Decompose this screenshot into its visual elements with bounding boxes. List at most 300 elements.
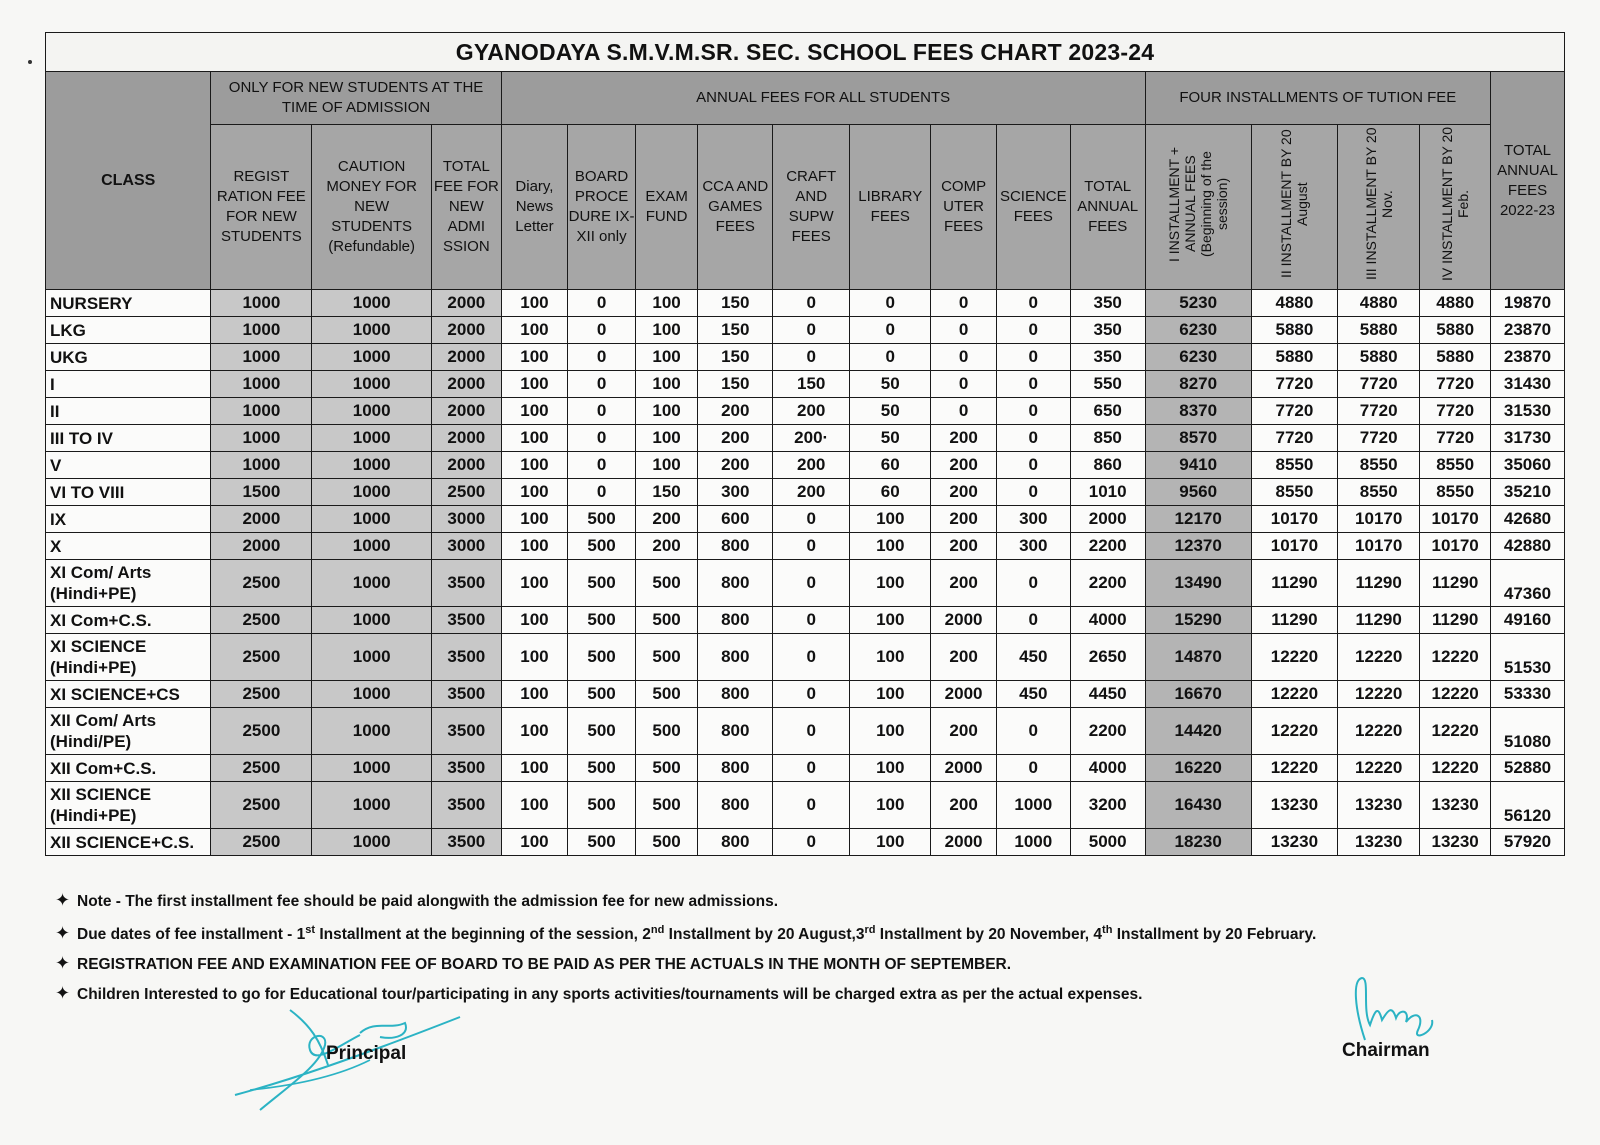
fee-cell: 200 bbox=[931, 782, 997, 829]
fee-cell: 100 bbox=[635, 425, 697, 452]
fee-cell: 0 bbox=[996, 560, 1070, 607]
table-row bbox=[46, 755, 1565, 782]
fee-cell: 3200 bbox=[1070, 782, 1145, 829]
fee-cell: 12220 bbox=[1420, 755, 1491, 782]
class-cell: XI Com+C.S. bbox=[46, 607, 211, 634]
fee-cell: 350 bbox=[1070, 344, 1145, 371]
fee-cell: 500 bbox=[568, 506, 636, 533]
fee-cell: 100 bbox=[850, 681, 931, 708]
fee-cell: 200 bbox=[773, 398, 850, 425]
fee-cell: 300 bbox=[698, 479, 773, 506]
fee-cell: 5880 bbox=[1420, 317, 1491, 344]
fee-cell: 12220 bbox=[1338, 681, 1420, 708]
fee-cell: 2000 bbox=[431, 317, 501, 344]
fee-cell: 800 bbox=[698, 560, 773, 607]
fee-cell: 1000 bbox=[312, 344, 432, 371]
fee-cell: 1000 bbox=[996, 829, 1070, 856]
fee-cell: 3500 bbox=[431, 634, 501, 681]
fee-cell: 800 bbox=[698, 782, 773, 829]
fee-cell: 0 bbox=[996, 371, 1070, 398]
fee-cell: 100 bbox=[501, 344, 568, 371]
class-cell: XI Com/ Arts (Hindi+PE) bbox=[46, 560, 211, 607]
fees-chart bbox=[45, 32, 1565, 856]
fee-cell: 0 bbox=[931, 371, 997, 398]
fee-cell: 100 bbox=[850, 755, 931, 782]
fee-cell: 5880 bbox=[1338, 317, 1420, 344]
fee-cell: 12220 bbox=[1251, 708, 1337, 755]
table-row bbox=[46, 607, 1565, 634]
class-cell: X bbox=[46, 533, 211, 560]
fee-cell: 100 bbox=[850, 829, 931, 856]
fee-cell: 2000 bbox=[931, 829, 997, 856]
fee-cell: 500 bbox=[568, 755, 636, 782]
fee-cell: 31730 bbox=[1491, 425, 1565, 452]
fee-cell: 100 bbox=[501, 681, 568, 708]
fee-cell: 0 bbox=[931, 290, 997, 317]
fee-cell: 3000 bbox=[431, 533, 501, 560]
class-cell: XII SCIENCE (Hindi+PE) bbox=[46, 782, 211, 829]
fee-cell: 13230 bbox=[1338, 782, 1420, 829]
fee-cell: 0 bbox=[773, 634, 850, 681]
fee-cell: 800 bbox=[698, 829, 773, 856]
column-header bbox=[1420, 125, 1491, 290]
star-bullet-icon: ✦ bbox=[55, 983, 71, 1004]
table-row bbox=[46, 344, 1565, 371]
fee-cell: 100 bbox=[501, 708, 568, 755]
fee-cell: 800 bbox=[698, 607, 773, 634]
table-row bbox=[46, 634, 1565, 681]
class-cell: V bbox=[46, 452, 211, 479]
installments-group-header: FOUR INSTALLMENTS OF TUTION FEE bbox=[1145, 72, 1490, 125]
fee-cell: 23870 bbox=[1491, 344, 1565, 371]
fee-cell: 500 bbox=[635, 681, 697, 708]
fee-cell: 42680 bbox=[1491, 506, 1565, 533]
column-header: LIBRARY FEES bbox=[850, 125, 931, 290]
fee-cell: 100 bbox=[501, 782, 568, 829]
fee-cell: 7720 bbox=[1251, 425, 1337, 452]
fee-cell: 1000 bbox=[312, 681, 432, 708]
fee-cell: 100 bbox=[501, 452, 568, 479]
fee-cell: 19870 bbox=[1491, 290, 1565, 317]
fee-cell: 3500 bbox=[431, 755, 501, 782]
fee-cell: 12220 bbox=[1420, 708, 1491, 755]
class-cell: XII Com/ Arts (Hindi/PE) bbox=[46, 708, 211, 755]
new-students-group-header: ONLY FOR NEW STUDENTS AT THE TIME OF ADMISSION bbox=[211, 72, 501, 125]
fee-cell: 0 bbox=[568, 371, 636, 398]
fee-cell: 13230 bbox=[1420, 829, 1491, 856]
column-header-text: II INSTALLMENT BY 20 August bbox=[1278, 129, 1311, 279]
fee-cell: 100 bbox=[501, 829, 568, 856]
fee-cell: 0 bbox=[996, 317, 1070, 344]
fee-cell: 11290 bbox=[1420, 560, 1491, 607]
fee-cell: 1000 bbox=[312, 290, 432, 317]
fee-cell: 12220 bbox=[1338, 634, 1420, 681]
fee-cell: 11290 bbox=[1251, 560, 1337, 607]
fee-cell: 14870 bbox=[1145, 634, 1251, 681]
fee-cell: 12220 bbox=[1251, 681, 1337, 708]
table-row bbox=[46, 452, 1565, 479]
fee-cell: 800 bbox=[698, 681, 773, 708]
annual-fees-group-header: ANNUAL FEES FOR ALL STUDENTS bbox=[501, 72, 1145, 125]
fee-cell: 100 bbox=[850, 634, 931, 681]
note-text: REGISTRATION FEE AND EXAMINATION FEE OF BOARD TO BE PAID AS PER THE ACTUALS IN THE MONTH OF SEPTEMBER. bbox=[77, 956, 1012, 974]
fee-cell: 0 bbox=[773, 560, 850, 607]
note-text: Children Interested to go for Educational tour/participating in any sports activities/tournaments will be charged extra as per the actual expenses. bbox=[77, 986, 1143, 1004]
column-header: COMP UTER FEES bbox=[931, 125, 997, 290]
fee-rows bbox=[46, 290, 1565, 856]
table-row bbox=[46, 425, 1565, 452]
fee-cell: 11290 bbox=[1251, 607, 1337, 634]
fee-cell: 12220 bbox=[1251, 634, 1337, 681]
fee-cell: 800 bbox=[698, 634, 773, 681]
fee-cell: 500 bbox=[635, 634, 697, 681]
fee-cell: 0 bbox=[568, 398, 636, 425]
fee-cell: 100 bbox=[501, 560, 568, 607]
column-header: TOTAL FEE FOR NEW ADMI SSION bbox=[431, 125, 501, 290]
fee-cell: 1000 bbox=[312, 607, 432, 634]
fee-cell: 200 bbox=[931, 506, 997, 533]
fee-cell: 500 bbox=[568, 782, 636, 829]
fee-cell: 200 bbox=[931, 452, 997, 479]
note-text: Due dates of fee installment - 1 bbox=[77, 926, 306, 944]
class-cell: XII Com+C.S. bbox=[46, 755, 211, 782]
fee-cell: 51530 bbox=[1491, 634, 1565, 681]
fee-cell: 7720 bbox=[1338, 398, 1420, 425]
fee-cell: 1000 bbox=[312, 506, 432, 533]
fee-cell: 500 bbox=[568, 634, 636, 681]
class-cell: XI SCIENCE+CS bbox=[46, 681, 211, 708]
fee-cell: 12220 bbox=[1251, 755, 1337, 782]
fee-cell: 2000 bbox=[431, 425, 501, 452]
page-title: GYANODAYA S.M.V.M.SR. SEC. SCHOOL FEES CHART 2023-24 bbox=[46, 33, 1565, 72]
fee-cell: 650 bbox=[1070, 398, 1145, 425]
superscript: nd bbox=[650, 924, 665, 936]
fee-cell: 450 bbox=[996, 634, 1070, 681]
fee-cell: 100 bbox=[501, 371, 568, 398]
fee-cell: 1000 bbox=[312, 533, 432, 560]
scan-dot bbox=[28, 60, 32, 64]
fee-cell: 11290 bbox=[1420, 607, 1491, 634]
fee-cell: 7720 bbox=[1338, 425, 1420, 452]
fee-cell: 2200 bbox=[1070, 560, 1145, 607]
fee-cell: 8550 bbox=[1420, 479, 1491, 506]
fee-cell: 2000 bbox=[431, 452, 501, 479]
fee-cell: 3500 bbox=[431, 560, 501, 607]
fee-cell: 5880 bbox=[1251, 317, 1337, 344]
fee-cell: 0 bbox=[773, 829, 850, 856]
fee-cell: 100 bbox=[635, 317, 697, 344]
fee-cell: 200 bbox=[698, 398, 773, 425]
fee-cell: 100 bbox=[850, 708, 931, 755]
fee-cell: 100 bbox=[501, 634, 568, 681]
fee-cell: 100 bbox=[501, 479, 568, 506]
fee-cell: 0 bbox=[773, 782, 850, 829]
fee-cell: 1000 bbox=[996, 782, 1070, 829]
fee-cell: 1000 bbox=[312, 317, 432, 344]
fee-cell: 1000 bbox=[312, 398, 432, 425]
fee-cell: 16220 bbox=[1145, 755, 1251, 782]
fee-cell: 60 bbox=[850, 452, 931, 479]
fee-cell: 100 bbox=[850, 782, 931, 829]
chairman-signature bbox=[1340, 970, 1440, 1050]
fee-cell: 14420 bbox=[1145, 708, 1251, 755]
fee-cell: 1000 bbox=[211, 371, 312, 398]
fee-cell: 9560 bbox=[1145, 479, 1251, 506]
fee-cell: 0 bbox=[773, 344, 850, 371]
column-header bbox=[1338, 125, 1420, 290]
fee-cell: 100 bbox=[501, 317, 568, 344]
chairman-label: Chairman bbox=[1342, 1040, 1430, 1061]
fee-cell: 3500 bbox=[431, 829, 501, 856]
fee-cell: 2500 bbox=[211, 829, 312, 856]
fee-cell: 5880 bbox=[1420, 344, 1491, 371]
fee-cell: 850 bbox=[1070, 425, 1145, 452]
fee-cell: 23870 bbox=[1491, 317, 1565, 344]
fee-cell: 300 bbox=[996, 506, 1070, 533]
fee-cell: 49160 bbox=[1491, 607, 1565, 634]
fee-cell: 4450 bbox=[1070, 681, 1145, 708]
table-row bbox=[46, 829, 1565, 856]
class-cell: VI TO VIII bbox=[46, 479, 211, 506]
class-cell: IX bbox=[46, 506, 211, 533]
superscript: st bbox=[305, 924, 316, 936]
star-bullet-icon: ✦ bbox=[55, 890, 71, 910]
column-header-text: IV INSTALLMENT BY 20 Feb. bbox=[1439, 126, 1472, 282]
fee-cell: 0 bbox=[568, 344, 636, 371]
fee-cell: 31430 bbox=[1491, 371, 1565, 398]
fee-cell: 0 bbox=[568, 290, 636, 317]
column-header: EXAM FUND bbox=[635, 125, 697, 290]
fee-cell: 13230 bbox=[1338, 829, 1420, 856]
column-header bbox=[1251, 125, 1337, 290]
column-header-text: III INSTALLMENT BY 20 Nov. bbox=[1362, 127, 1395, 281]
fee-cell: 50 bbox=[850, 425, 931, 452]
fee-cell: 10170 bbox=[1420, 533, 1491, 560]
fee-cell: 8570 bbox=[1145, 425, 1251, 452]
fee-cell: 8550 bbox=[1338, 452, 1420, 479]
fee-cell: 35060 bbox=[1491, 452, 1565, 479]
fee-cell: 10170 bbox=[1251, 533, 1337, 560]
column-header: REGIST RATION FEE FOR NEW STUDENTS bbox=[211, 125, 312, 290]
fee-cell: 12220 bbox=[1338, 755, 1420, 782]
fee-cell: 5880 bbox=[1338, 344, 1420, 371]
fee-cell: 500 bbox=[635, 755, 697, 782]
fee-cell: 56120 bbox=[1491, 782, 1565, 829]
class-cell: III TO IV bbox=[46, 425, 211, 452]
fee-cell: 1000 bbox=[312, 479, 432, 506]
fee-cell: 0 bbox=[850, 290, 931, 317]
column-header: CRAFT AND SUPW FEES bbox=[773, 125, 850, 290]
fee-cell: 0 bbox=[996, 290, 1070, 317]
table-row bbox=[46, 479, 1565, 506]
fee-cell: 12220 bbox=[1338, 708, 1420, 755]
fee-cell: 800 bbox=[698, 533, 773, 560]
fee-cell: 7720 bbox=[1251, 398, 1337, 425]
fee-cell: 0 bbox=[773, 708, 850, 755]
fee-cell: 2000 bbox=[431, 371, 501, 398]
fee-cell: 2000 bbox=[931, 681, 997, 708]
fee-cell: 100 bbox=[501, 425, 568, 452]
fee-cell: 0 bbox=[931, 398, 997, 425]
table-row bbox=[46, 708, 1565, 755]
table-row bbox=[46, 398, 1565, 425]
fee-cell: 150 bbox=[635, 479, 697, 506]
fee-cell: 4880 bbox=[1338, 290, 1420, 317]
fee-cell: 1000 bbox=[211, 425, 312, 452]
fee-cell: 2500 bbox=[211, 708, 312, 755]
note-first-installment bbox=[55, 886, 1555, 916]
fee-cell: 0 bbox=[773, 506, 850, 533]
fee-cell: 11290 bbox=[1338, 560, 1420, 607]
class-cell: UKG bbox=[46, 344, 211, 371]
fee-cell: 12170 bbox=[1145, 506, 1251, 533]
fee-cell: 8550 bbox=[1338, 479, 1420, 506]
fee-cell: 0 bbox=[773, 317, 850, 344]
note-due-dates bbox=[55, 916, 1555, 949]
column-header: SCIENCE FEES bbox=[996, 125, 1070, 290]
fee-cell: 500 bbox=[568, 533, 636, 560]
fee-cell: 0 bbox=[773, 290, 850, 317]
fee-cell: 16670 bbox=[1145, 681, 1251, 708]
fee-cell: 0 bbox=[850, 344, 931, 371]
fee-cell: 1000 bbox=[312, 425, 432, 452]
fee-cell: 35210 bbox=[1491, 479, 1565, 506]
fee-cell: 0 bbox=[773, 607, 850, 634]
fee-cell: 5230 bbox=[1145, 290, 1251, 317]
fee-cell: 2000 bbox=[211, 506, 312, 533]
fee-cell: 2500 bbox=[211, 607, 312, 634]
fee-cell: 500 bbox=[635, 560, 697, 607]
fee-cell: 3500 bbox=[431, 708, 501, 755]
fee-cell: 0 bbox=[773, 755, 850, 782]
fee-cell: 2000 bbox=[1070, 506, 1145, 533]
column-header: Diary, News Letter bbox=[501, 125, 568, 290]
fee-cell: 4880 bbox=[1420, 290, 1491, 317]
fee-cell: 200 bbox=[773, 452, 850, 479]
fee-cell: 200 bbox=[773, 479, 850, 506]
fee-cell: 100 bbox=[501, 398, 568, 425]
fee-cell: 100 bbox=[501, 290, 568, 317]
table-row bbox=[46, 317, 1565, 344]
fee-cell: 100 bbox=[850, 607, 931, 634]
fee-cell: 600 bbox=[698, 506, 773, 533]
fee-cell: 0 bbox=[568, 479, 636, 506]
fee-cell: 7720 bbox=[1251, 371, 1337, 398]
fee-cell: 100 bbox=[850, 560, 931, 607]
fee-cell: 8550 bbox=[1420, 452, 1491, 479]
fee-cell: 500 bbox=[568, 829, 636, 856]
fee-cell: 1010 bbox=[1070, 479, 1145, 506]
fee-cell: 2650 bbox=[1070, 634, 1145, 681]
fee-cell: 57920 bbox=[1491, 829, 1565, 856]
fee-cell: 1000 bbox=[312, 371, 432, 398]
star-bullet-icon: ✦ bbox=[55, 923, 71, 944]
fee-cell: 2000 bbox=[211, 533, 312, 560]
fee-cell: 100 bbox=[635, 398, 697, 425]
fee-cell: 0 bbox=[568, 317, 636, 344]
fee-cell: 9410 bbox=[1145, 452, 1251, 479]
note-text: Installment at the beginning of the session, 2 bbox=[315, 926, 651, 944]
fee-cell: 8370 bbox=[1145, 398, 1251, 425]
fee-cell: 0 bbox=[996, 344, 1070, 371]
fee-cell: 1000 bbox=[211, 290, 312, 317]
fee-cell: 31530 bbox=[1491, 398, 1565, 425]
fee-cell: 1000 bbox=[312, 560, 432, 607]
fee-cell: 3000 bbox=[431, 506, 501, 533]
table-row bbox=[46, 681, 1565, 708]
fee-cell: 150 bbox=[698, 317, 773, 344]
fee-cell: 200 bbox=[931, 479, 997, 506]
fee-cell: 200 bbox=[635, 533, 697, 560]
fee-cell: 0 bbox=[773, 533, 850, 560]
fee-cell: 5880 bbox=[1251, 344, 1337, 371]
fee-cell: 11290 bbox=[1338, 607, 1420, 634]
table-row bbox=[46, 533, 1565, 560]
column-header: BOARD PROCE DURE IX-XII only bbox=[568, 125, 636, 290]
fee-cell: 500 bbox=[635, 607, 697, 634]
class-cell: NURSERY bbox=[46, 290, 211, 317]
star-bullet-icon: ✦ bbox=[55, 953, 71, 974]
fee-cell: 100 bbox=[635, 290, 697, 317]
fee-cell: 1000 bbox=[211, 452, 312, 479]
fee-cell: 150 bbox=[698, 344, 773, 371]
table-row bbox=[46, 290, 1565, 317]
fee-cell: 2500 bbox=[211, 782, 312, 829]
fee-cell: 6230 bbox=[1145, 344, 1251, 371]
total-annual-2022-header: TOTAL ANNUAL FEES 2022-23 bbox=[1491, 72, 1565, 290]
fee-cell: 1000 bbox=[312, 755, 432, 782]
class-header: CLASS bbox=[46, 72, 211, 290]
fee-cell: 100 bbox=[501, 506, 568, 533]
fee-cell: 150 bbox=[698, 290, 773, 317]
fee-cell: 50 bbox=[850, 398, 931, 425]
fee-cell: 0 bbox=[931, 317, 997, 344]
fee-cell: 42880 bbox=[1491, 533, 1565, 560]
fee-cell: 12370 bbox=[1145, 533, 1251, 560]
fee-cell: 2500 bbox=[211, 681, 312, 708]
fee-cell: 0 bbox=[568, 425, 636, 452]
fee-cell: 8550 bbox=[1251, 452, 1337, 479]
table-row bbox=[46, 371, 1565, 398]
fee-cell: 0 bbox=[568, 452, 636, 479]
fee-cell: 550 bbox=[1070, 371, 1145, 398]
fee-cell: 13230 bbox=[1251, 829, 1337, 856]
fee-cell: 100 bbox=[850, 533, 931, 560]
fee-cell: 100 bbox=[501, 533, 568, 560]
fee-cell: 500 bbox=[568, 708, 636, 755]
fee-cell: 1000 bbox=[211, 344, 312, 371]
class-cell: XI SCIENCE (Hindi+PE) bbox=[46, 634, 211, 681]
fee-cell: 860 bbox=[1070, 452, 1145, 479]
principal-label: Principal bbox=[326, 1043, 407, 1064]
fee-cell: 7720 bbox=[1338, 371, 1420, 398]
fee-cell: 200 bbox=[635, 506, 697, 533]
notes-section bbox=[55, 886, 1555, 1009]
fees-table bbox=[45, 32, 1565, 856]
fee-cell: 800 bbox=[698, 755, 773, 782]
fee-cell: 0 bbox=[996, 607, 1070, 634]
fee-cell: 0 bbox=[996, 452, 1070, 479]
fee-cell: 200 bbox=[931, 634, 997, 681]
fee-cell: 16430 bbox=[1145, 782, 1251, 829]
class-cell: LKG bbox=[46, 317, 211, 344]
fee-cell: 500 bbox=[568, 681, 636, 708]
fee-cell: 0 bbox=[996, 425, 1070, 452]
fee-cell: 52880 bbox=[1491, 755, 1565, 782]
fee-cell: 2200 bbox=[1070, 533, 1145, 560]
note-text: Installment by 20 August,3 bbox=[664, 926, 865, 944]
fee-cell: 4880 bbox=[1251, 290, 1337, 317]
